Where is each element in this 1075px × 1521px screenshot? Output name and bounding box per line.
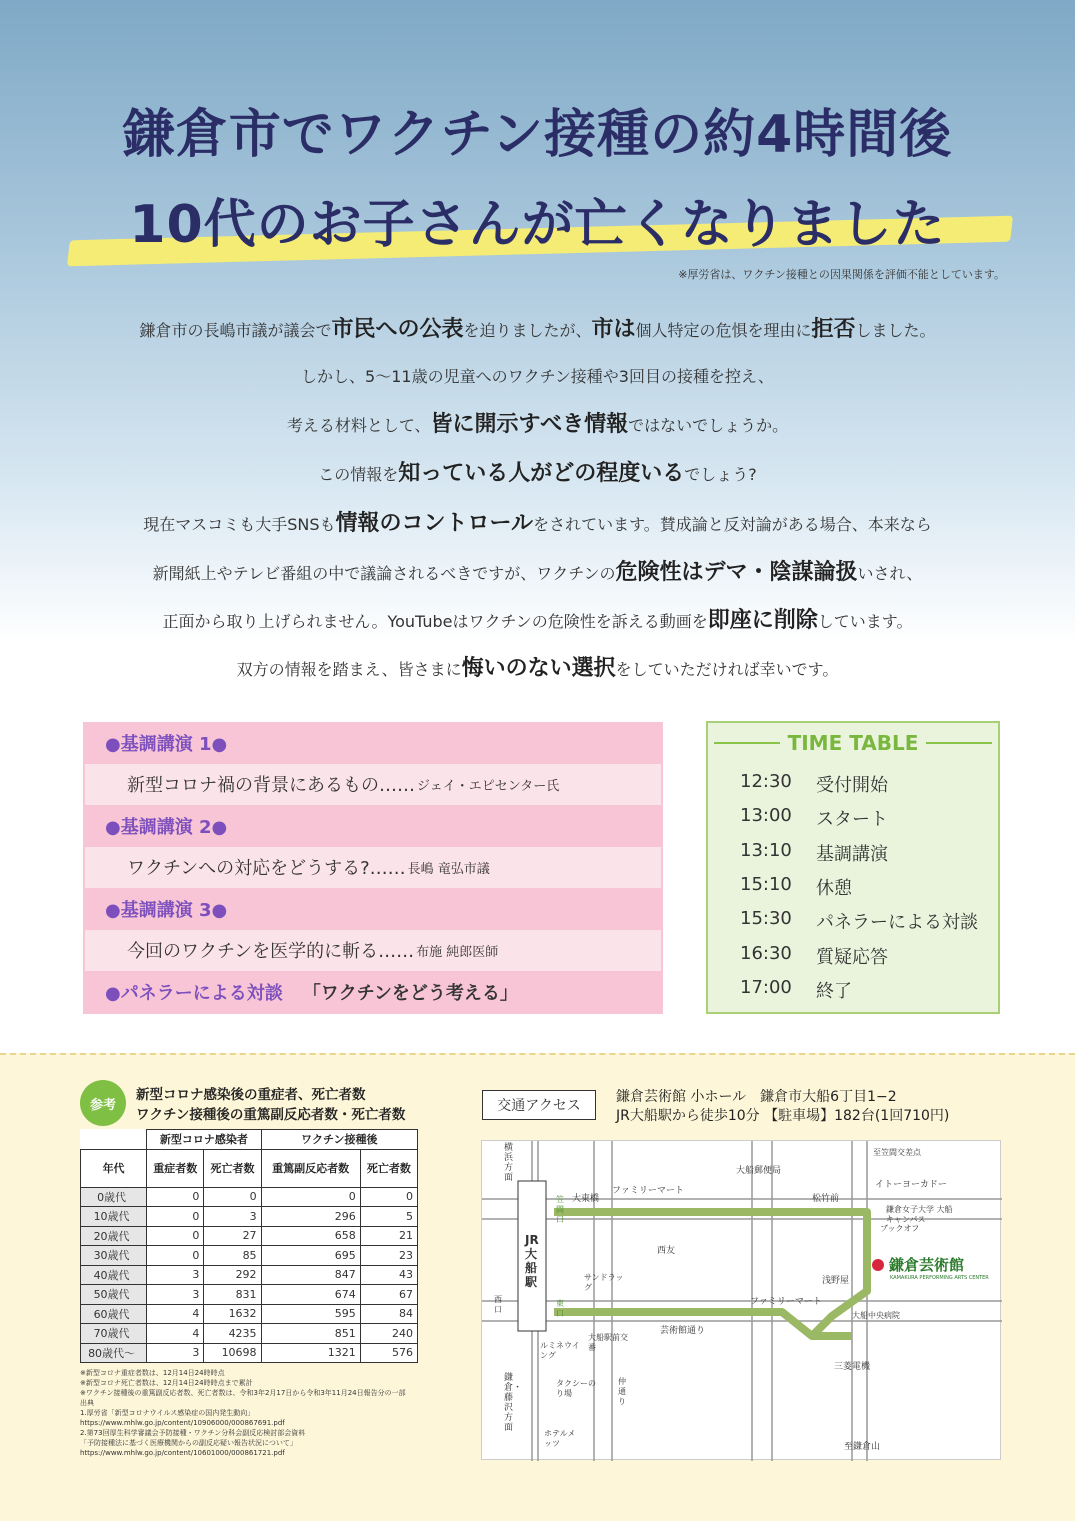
text: 正面から取り上げられません。YouTubeはワクチンの危険性を訴える動画を xyxy=(162,612,708,631)
paragraph-3 xyxy=(0,407,1075,438)
divider xyxy=(714,742,780,744)
timetable-row xyxy=(740,771,888,797)
map-label: 大船郵便局 xyxy=(736,1166,782,1176)
time: 17:00 xyxy=(740,977,792,998)
value-cell: 27 xyxy=(204,1226,261,1246)
keynote-1-detail xyxy=(85,764,661,806)
value-cell: 0 xyxy=(204,1187,261,1207)
footnotes xyxy=(80,1368,430,1458)
panel-label: ●パネラーによる対談 xyxy=(105,982,283,1004)
text: 鎌倉市の長嶋市議が議会で xyxy=(139,321,332,340)
footnote: ※新型コロナ死亡者数は、12月14日24時時点まで累計 xyxy=(80,1379,253,1387)
map-label: 三菱電機 xyxy=(834,1362,871,1372)
access-line-2: JR大船駅から徒歩10分 【駐車場】182台(1回710円) xyxy=(616,1108,950,1124)
value-cell: 0 xyxy=(261,1187,360,1207)
footnote: 1.厚労省「新型コロナウイルス感染症の国内発生動向」 xyxy=(80,1409,255,1417)
timetable-row xyxy=(740,840,888,866)
emphasis: 即座に削除 xyxy=(707,608,818,633)
map-label: 東口 xyxy=(556,1299,564,1318)
table-row xyxy=(81,1343,418,1363)
event: 質疑応答 xyxy=(816,947,888,968)
value-cell: 0 xyxy=(360,1187,417,1207)
table-row xyxy=(81,1246,418,1266)
access-line-1: 鎌倉芸術館 小ホール 鎌倉市大船6丁目1−2 xyxy=(616,1089,897,1105)
value-cell: 658 xyxy=(261,1226,360,1246)
map-label: 松竹前 xyxy=(812,1194,840,1204)
event: 休憩 xyxy=(816,878,852,899)
emphasis: 悔いのない選択 xyxy=(461,656,616,681)
map-label: ファミリーマート xyxy=(750,1297,822,1307)
map-label: 仲通り xyxy=(618,1377,626,1406)
keynote-2-heading: ●基調講演 2● xyxy=(105,816,228,838)
emphasis: 皆に開示すべき情報 xyxy=(430,412,629,437)
col-severe: 重症者数 xyxy=(147,1149,204,1187)
value-cell: 43 xyxy=(360,1265,417,1285)
value-cell: 10698 xyxy=(204,1343,261,1363)
table-row xyxy=(81,1265,418,1285)
program-schedule xyxy=(83,722,663,1014)
value-cell: 1321 xyxy=(261,1343,360,1363)
map-label: 西口 xyxy=(494,1295,502,1314)
emphasis: 知っている人がどの程度いる xyxy=(398,461,685,486)
map-label: 至笠間交差点 xyxy=(873,1148,921,1157)
map-label: 鎌倉・藤沢方面 xyxy=(504,1373,523,1433)
footnote: 2.第73回厚生科学審議会予防接種・ワクチン分科会副反応検討部会資料 xyxy=(80,1429,306,1437)
timetable-row xyxy=(740,977,852,1003)
group-covid: 新型コロナ感染者 xyxy=(147,1130,261,1150)
age-cell: 10歳代 xyxy=(81,1207,147,1227)
col-age: 年代 xyxy=(81,1149,147,1187)
value-cell: 851 xyxy=(261,1324,360,1344)
talk-title: 今回のワクチンを医学的に斬る…… xyxy=(127,941,415,963)
footnote: ※ワクチン接種後の重篤副反応者数、死亡者数は、令和3年2月17日から令和3年11月24日報告分の一部 xyxy=(80,1389,406,1397)
event: パネラーによる対談 xyxy=(816,912,978,933)
headline-line1: 鎌倉市でワクチン接種の約4時間後 xyxy=(122,105,953,165)
emphasis: 市は xyxy=(591,317,636,342)
paragraph-4 xyxy=(0,456,1075,487)
talk-title: ワクチンへの対応をどうする?…… xyxy=(127,858,406,880)
speaker: 長嶋 竜弘市議 xyxy=(407,861,490,877)
time: 16:30 xyxy=(740,943,792,964)
access-map xyxy=(481,1140,1001,1460)
footnote: 出典 xyxy=(80,1399,94,1407)
timetable-row xyxy=(740,908,978,934)
col-adverse: 重篤副反応者数 xyxy=(261,1149,360,1187)
event: スタート xyxy=(816,809,888,830)
value-cell: 23 xyxy=(360,1246,417,1266)
value-cell: 5 xyxy=(360,1207,417,1227)
map-label: 至鎌倉山 xyxy=(844,1442,881,1452)
timetable-header xyxy=(708,731,998,755)
timetable xyxy=(706,721,1000,1014)
map-label: 笠間口 xyxy=(556,1195,564,1224)
paragraph-1 xyxy=(0,312,1075,343)
map-label: ルミネウイング xyxy=(540,1341,580,1360)
text: 個人特定の危惧を理由に xyxy=(635,321,812,340)
value-cell: 84 xyxy=(360,1304,417,1324)
text: 現在マスコミも大手SNSも xyxy=(143,515,336,534)
map-label: 芸術館通り xyxy=(660,1326,706,1336)
value-cell: 67 xyxy=(360,1285,417,1305)
age-cell: 30歳代 xyxy=(81,1246,147,1266)
panel-theme: 「ワクチンをどう考える」 xyxy=(302,982,518,1004)
value-cell: 3 xyxy=(147,1285,204,1305)
text: しました。 xyxy=(855,321,936,340)
value-cell: 292 xyxy=(204,1265,261,1285)
text: 考える材料として、 xyxy=(286,416,431,435)
value-cell: 21 xyxy=(360,1226,417,1246)
map-label: イトーヨーカドー xyxy=(875,1180,947,1190)
timetable-row xyxy=(740,805,888,831)
map-label: 大船駅前交番 xyxy=(588,1333,628,1352)
text: この情報を xyxy=(318,465,399,484)
age-cell: 20歳代 xyxy=(81,1226,147,1246)
value-cell: 85 xyxy=(204,1246,261,1266)
emphasis: 市民への公表 xyxy=(331,317,464,342)
value-cell: 4235 xyxy=(204,1324,261,1344)
headline-note: ※厚労省は、ワクチン接種との因果関係を評価不能としています。 xyxy=(678,268,1005,281)
value-cell: 240 xyxy=(360,1324,417,1344)
paragraph-2: しかし、5～11歳の児童へのワクチン接種や3回目の接種を控え、 xyxy=(301,367,774,386)
venue-label-en: KAMAKURA PERFORMING ARTS CENTER xyxy=(890,1275,989,1281)
reference-title-2: ワクチン接種後の重篤副反応者数・死亡者数 xyxy=(136,1107,406,1123)
text: しています。 xyxy=(817,612,913,631)
paragraph-7 xyxy=(0,603,1075,634)
reference-badge: 参考 xyxy=(80,1080,126,1126)
value-cell: 3 xyxy=(147,1265,204,1285)
value-cell: 831 xyxy=(204,1285,261,1305)
value-cell: 4 xyxy=(147,1324,204,1344)
event: 基調講演 xyxy=(816,844,888,865)
table-row xyxy=(81,1226,418,1246)
group-vaccine: ワクチン接種後 xyxy=(261,1130,417,1150)
emphasis: 拒否 xyxy=(811,317,856,342)
table-row xyxy=(81,1324,418,1344)
event: 受付開始 xyxy=(816,775,888,796)
table-row xyxy=(81,1207,418,1227)
keynote-3-detail xyxy=(85,930,661,972)
map-label: 横浜方面 xyxy=(504,1143,514,1183)
table-row xyxy=(81,1187,418,1207)
age-cell: 70歳代 xyxy=(81,1324,147,1344)
speaker: 布施 純郎医師 xyxy=(416,944,499,960)
paragraph-5 xyxy=(0,506,1075,537)
keynote-2-detail xyxy=(85,847,661,889)
emphasis: 危険性はデマ・陰謀論扱 xyxy=(615,560,858,585)
time: 15:10 xyxy=(740,874,792,895)
keynote-3-heading: ●基調講演 3● xyxy=(105,899,228,921)
map-label: ファミリーマート xyxy=(612,1186,684,1196)
map-label: 大船中央病院 xyxy=(852,1311,900,1320)
text: ではないでしょうか。 xyxy=(628,416,789,435)
age-cell: 40歳代 xyxy=(81,1265,147,1285)
divider xyxy=(926,742,992,744)
panel-heading xyxy=(83,971,663,1013)
text: 双方の情報を踏まえ、皆さまに xyxy=(236,660,462,679)
time: 13:10 xyxy=(740,840,792,861)
station-label: JR大船駅 xyxy=(525,1233,539,1289)
value-cell: 595 xyxy=(261,1304,360,1324)
paragraph-8 xyxy=(0,651,1075,682)
time: 15:30 xyxy=(740,908,792,929)
table-row xyxy=(81,1285,418,1305)
value-cell: 1632 xyxy=(204,1304,261,1324)
reference-title-1: 新型コロナ感染後の重症者、死亡者数 xyxy=(136,1087,366,1103)
headline-line2: 10代のお子さんが亡くなりました xyxy=(129,195,946,255)
map-label: 鎌倉女子大学 大船キャンパス xyxy=(886,1205,953,1224)
footnote: https://www.mhlw.go.jp/content/10906000/000867691.pdf xyxy=(80,1419,285,1427)
time: 12:30 xyxy=(740,771,792,792)
value-cell: 576 xyxy=(360,1343,417,1363)
talk-title: 新型コロナ禍の背景にあるもの…… xyxy=(127,775,415,797)
value-cell: 296 xyxy=(261,1207,360,1227)
value-cell: 0 xyxy=(147,1246,204,1266)
text: いされ、 xyxy=(857,564,923,583)
age-cell: 0歳代 xyxy=(81,1187,147,1207)
value-cell: 0 xyxy=(147,1187,204,1207)
text: を迫りましたが、 xyxy=(463,321,592,340)
text: をしていただければ幸いです。 xyxy=(615,660,839,679)
keynote-1-heading: ●基調講演 1● xyxy=(105,733,228,755)
map-label: 浅野屋 xyxy=(822,1276,850,1286)
speaker: ジェイ・エピセンター氏 xyxy=(417,778,560,794)
text: をされています。賛成論と反対論がある場合、本来なら xyxy=(533,515,932,534)
map-label: ホテルメッツ xyxy=(544,1429,576,1448)
timetable-row xyxy=(740,874,852,900)
time: 13:00 xyxy=(740,805,792,826)
event: 終了 xyxy=(816,981,852,1002)
value-cell: 3 xyxy=(147,1343,204,1363)
value-cell: 0 xyxy=(147,1207,204,1227)
footnote: https://www.mhlw.go.jp/content/10601000/000861721.pdf xyxy=(80,1449,285,1457)
value-cell: 695 xyxy=(261,1246,360,1266)
text: 新聞紙上やテレビ番組の中で議論されるべきですが、ワクチンの xyxy=(152,564,616,583)
footnote: ※新型コロナ重症者数は、12月14日24時時点 xyxy=(80,1369,225,1377)
empty-header xyxy=(81,1130,147,1150)
col-vax-deaths: 死亡者数 xyxy=(360,1149,417,1187)
statistics-table xyxy=(80,1129,418,1363)
table-row xyxy=(81,1304,418,1324)
value-cell: 0 xyxy=(147,1226,204,1246)
map-label: サンドラッグ xyxy=(584,1273,624,1292)
age-cell: 80歳代～ xyxy=(81,1343,147,1363)
paragraph-6 xyxy=(0,555,1075,586)
map-label: 大東橋 xyxy=(572,1194,600,1204)
value-cell: 674 xyxy=(261,1285,360,1305)
value-cell: 4 xyxy=(147,1304,204,1324)
timetable-row xyxy=(740,943,888,969)
map-label: タクシーのり場 xyxy=(556,1379,596,1398)
col-deaths: 死亡者数 xyxy=(204,1149,261,1187)
access-label: 交通アクセス xyxy=(482,1090,596,1120)
value-cell: 847 xyxy=(261,1265,360,1285)
map-label: 西友 xyxy=(657,1246,676,1256)
emphasis: 情報のコントロール xyxy=(335,511,534,536)
text: でしょう? xyxy=(684,465,757,484)
value-cell: 3 xyxy=(204,1207,261,1227)
map-label: ブックオフ xyxy=(880,1224,920,1233)
age-cell: 50歳代 xyxy=(81,1285,147,1305)
venue-label: 鎌倉芸術館 xyxy=(889,1256,965,1274)
age-cell: 60歳代 xyxy=(81,1304,147,1324)
footnote: 「予防接種法に基づく医療機関からの副反応疑い報告状況について」 xyxy=(80,1439,297,1447)
timetable-title: TIME TABLE xyxy=(787,731,919,755)
